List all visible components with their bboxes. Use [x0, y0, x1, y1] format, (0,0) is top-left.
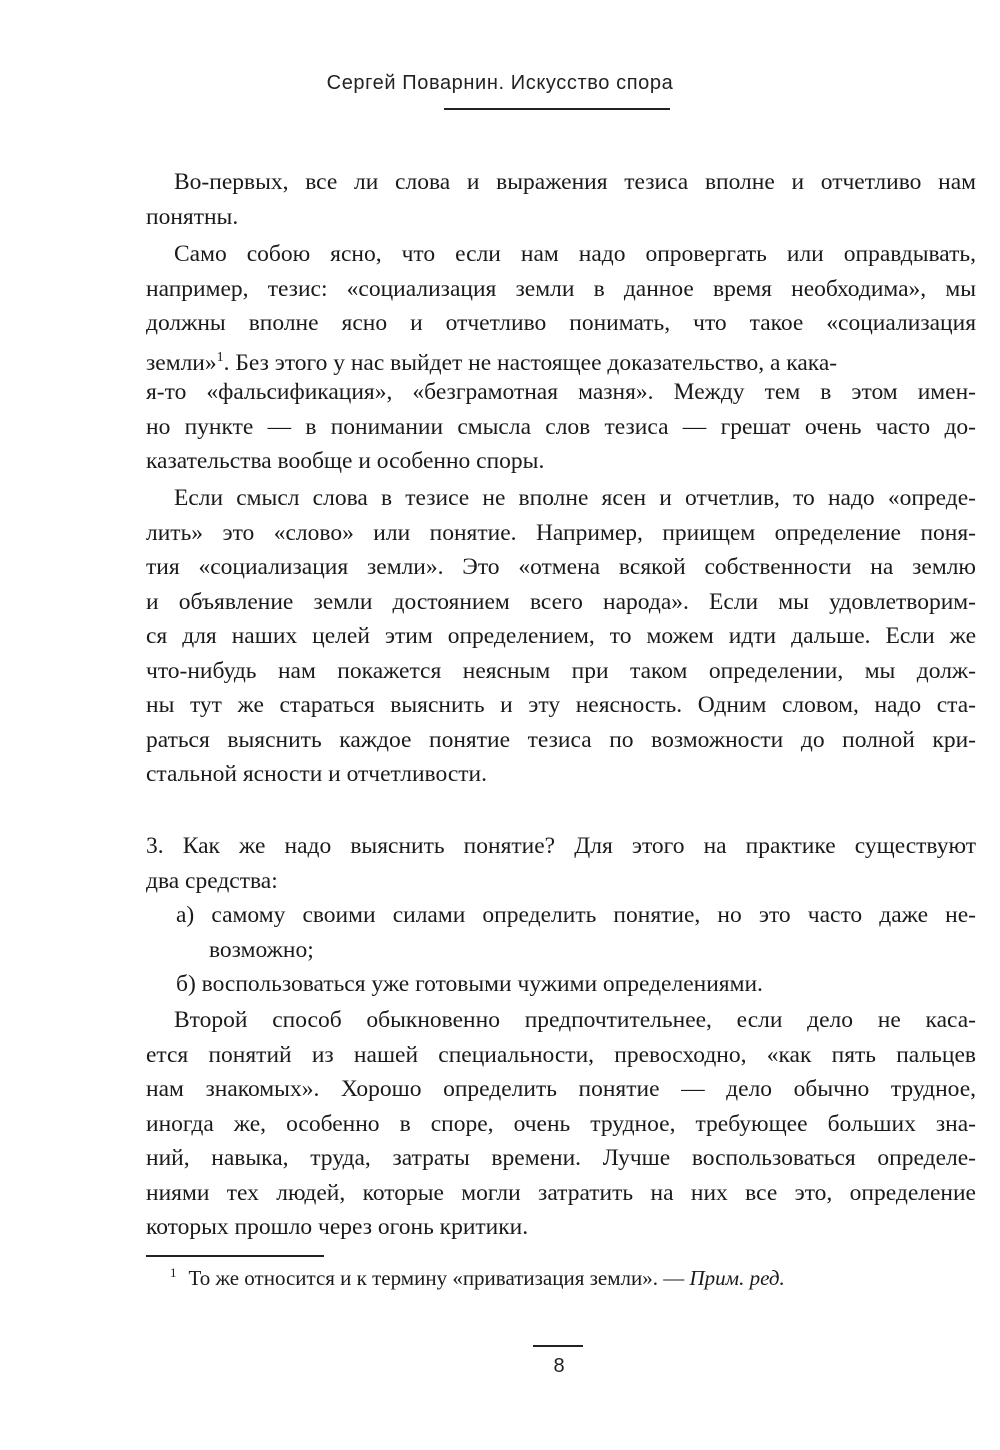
text-line: нам знакомых». Хорошо определить понятие — дело обычно трудное, — [146, 1076, 976, 1102]
text-line: казательства вообще и особенно споры. — [146, 448, 545, 474]
text-line: Во-первых, все ли слова и выражения тезиса вполне и отчетливо нам — [174, 169, 976, 195]
text-line: лить» это «слово» или понятие. Например, приищем определение поня- — [146, 519, 976, 546]
paragraph-3 — [146, 481, 976, 792]
text-line: стальной ясности и отчетливости. — [146, 761, 487, 787]
text-line: но пункте — в понимании смысла слов тезиса — грешат очень часто до- — [146, 413, 976, 440]
footnote-editor-note: Прим. ред. — [689, 1266, 785, 1290]
footnote-reference[interactable]: 1 — [216, 349, 224, 365]
text-line: 3. Как же надо выяснить понятие? Для этого на практике существуют — [146, 833, 976, 859]
list-item-a: а) самому своими силами определить понятие, но это часто даже не- — [176, 902, 976, 928]
text-line: понятны. — [146, 203, 239, 230]
text-fragment: . Без этого у нас выйдет не настоящее доказательство, а кака- — [223, 349, 838, 376]
text-line: тия «социализация земли». Это «отмена всякой собственности на землю — [146, 554, 976, 580]
text-line: например, тезис: «социализация земли в данное время необходима», мы — [146, 275, 976, 302]
definition-list — [146, 898, 976, 1002]
footnote — [170, 1265, 785, 1291]
text-line: Второй способ обыкновенно предпочтительнее, если дело не каса- — [174, 1007, 976, 1033]
text-line: я-то «фальсификация», «безграмотная мазня». Между тем в этом имен- — [146, 379, 976, 405]
text-line: что-нибудь нам покажется неясным при таком определении, мы долж- — [146, 657, 976, 684]
text-line: иногда же, особенно в споре, очень трудное, требующее больших зна- — [146, 1110, 976, 1137]
footnote-rule — [146, 1255, 324, 1257]
text-line: раться выяснить каждое понятие тезиса по возможности до полной кри- — [146, 726, 976, 753]
text-line: которых прошло через огонь критики. — [146, 1214, 529, 1240]
text-line: ется понятий из нашей специальности, превосходно, «как пять пальцев — [146, 1041, 976, 1068]
text-line: ны тут же стараться выяснить и эту неясность. Одним словом, надо ста- — [146, 692, 976, 718]
list-item-a-continuation: возможно; — [209, 936, 314, 963]
text-line: ниями тех людей, которые могли затратить на них все это, определение — [146, 1179, 976, 1206]
text-line: Если смысл слова в тезисе не вполне ясен и отчетлив, то надо «опреде- — [174, 485, 976, 511]
footnote-text: То же относится и к термину «приватизация земли». — — [188, 1266, 690, 1290]
text-line: два средства: — [146, 867, 278, 894]
text-line-with-footnote — [146, 341, 976, 376]
text-fragment: земли» — [146, 349, 217, 376]
text-line: и объявление земли достоянием всего народа». Если мы удовлетворим- — [146, 588, 976, 615]
paragraph-2 — [146, 237, 976, 479]
list-item-b: б) воспользоваться уже готовыми чужими определениями. — [176, 971, 763, 997]
text-line: Само собою ясно, что если нам надо опровергать или оправдывать, — [174, 241, 976, 267]
header-rule — [444, 108, 670, 110]
page-number: 8 — [553, 1355, 565, 1377]
text-line: ся для наших целей этим определением, то можем идти дальше. Если же — [146, 623, 976, 649]
paragraph-4 — [146, 829, 976, 898]
page-number-rule — [533, 1345, 583, 1347]
paragraph-1 — [146, 165, 976, 234]
footnote-mark: 1 — [170, 1265, 177, 1280]
paragraph-5 — [146, 1003, 976, 1245]
text-line: ний, навыка, труда, затраты времени. Лучше воспользоваться определе- — [146, 1145, 976, 1171]
running-title: Сергей Поварнин. Искусство спора — [326, 72, 674, 94]
text-line: должны вполне ясно и отчетливо понимать, что такое «социализация — [146, 310, 976, 336]
